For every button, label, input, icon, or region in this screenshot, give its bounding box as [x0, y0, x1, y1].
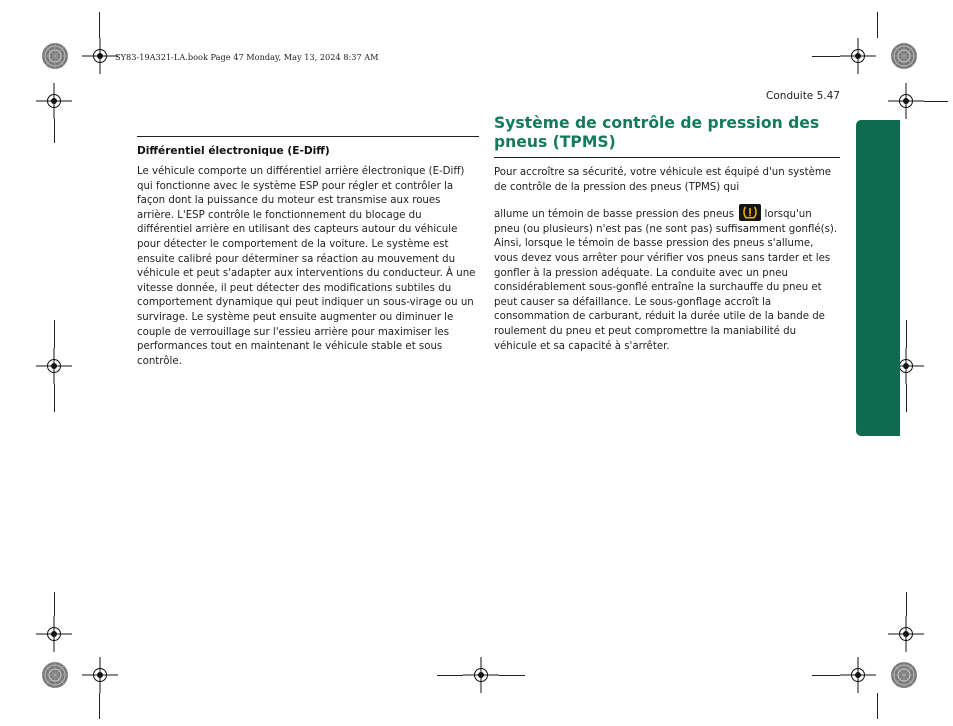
crop-mark-icon [36, 348, 72, 384]
trim-line [924, 101, 948, 102]
tpms-body-rest: lorsqu'un pneu (ou plusieurs) n'est pas (ne sont pas) suffisamment gonflé(s). Ainsi, lorsque le témoin de basse pression des pneus s'allume, vous devez vous arrêter pour vérifier vos pneus sans tarder et les gonfler à la pression adéquate. La conduite avec un pneu considérablement sous-gonflé entraîne la surchauffe du pneu et peut causer sa défaillance. Le sous-gonflage accroît la consommation de carburant, réduit la durée utile de la bande de roulement du pneu et peut compromettre la maniabilité du véhicule et sa capacité à s'arrêter. [494, 209, 838, 352]
crop-mark-icon [888, 83, 924, 119]
left-column [137, 136, 479, 369]
trim-line [99, 12, 100, 38]
print-slug: SY83-19A321-LA.book Page 47 Monday, May 13, 2024 8:37 AM [115, 52, 379, 62]
trim-line [812, 675, 840, 676]
registration-disc-icon [889, 41, 919, 71]
trim-line [906, 320, 907, 348]
trim-line [437, 675, 463, 676]
trim-line [906, 592, 907, 616]
tpms-body-lead: allume un témoin de basse pression des pneus [494, 209, 734, 221]
right-column [494, 114, 840, 354]
trim-line [499, 675, 525, 676]
section-heading-ediff: Différentiel électronique (E-Diff) [137, 145, 330, 157]
crop-mark-icon [840, 657, 876, 693]
running-head: Conduite 5.47 [766, 90, 840, 102]
tire-pressure-warning-icon [739, 204, 761, 221]
section-rule [137, 136, 479, 137]
crop-mark-icon [36, 83, 72, 119]
crop-mark-icon [888, 616, 924, 652]
trim-line [906, 384, 907, 412]
trim-line [812, 56, 840, 57]
registration-disc-icon [40, 660, 70, 690]
section-rule [494, 157, 840, 158]
trim-line [99, 693, 100, 719]
trim-line [54, 592, 55, 616]
trim-line [54, 320, 55, 348]
chapter-tab [856, 120, 900, 436]
crop-mark-icon [840, 38, 876, 74]
registration-disc-icon [40, 41, 70, 71]
tpms-body-paragraph [494, 204, 840, 354]
trim-line [877, 693, 878, 719]
trim-line [54, 119, 55, 143]
crop-mark-icon [82, 657, 118, 693]
trim-line [877, 12, 878, 38]
crop-mark-icon [82, 38, 118, 74]
registration-disc-icon [889, 660, 919, 690]
tpms-intro-paragraph: Pour accroître sa sécurité, votre véhicule est équipé d'un système de contrôle de la pression des pneus (TPMS) qui [494, 167, 832, 193]
ediff-paragraph: Le véhicule comporte un différentiel arrière électronique (E-Diff) qui fonctionne avec le système ESP pour régler et contrôler la façon dont la puissance du moteur est transmise aux roues arrière. L'ESP contrôle le fonctionnement du blocage du différentiel arrière en utilisant des capteurs autour du véhicule pour détecter le comportement de la voiture. Le système est ensuite calibré pour déterminer sa réaction au mouvement du véhicule et peut s'adapter aux interventions du conducteur. À une vitesse donnée, il peut détecter des modifications subtiles du comportement dynamique qui peut indiquer un sous-virage ou un survirage. Le système peut ensuite augmenter ou diminuer le couple de verrouillage sur l'essieu arrière pour maximiser les performances tout en maintenant le véhicule stable et sous contrôle. [137, 166, 476, 367]
crop-mark-icon [36, 616, 72, 652]
crop-mark-icon [463, 657, 499, 693]
section-heading-tpms: Système de contrôle de pression des pneus (TPMS) [494, 114, 820, 151]
trim-line [54, 384, 55, 412]
